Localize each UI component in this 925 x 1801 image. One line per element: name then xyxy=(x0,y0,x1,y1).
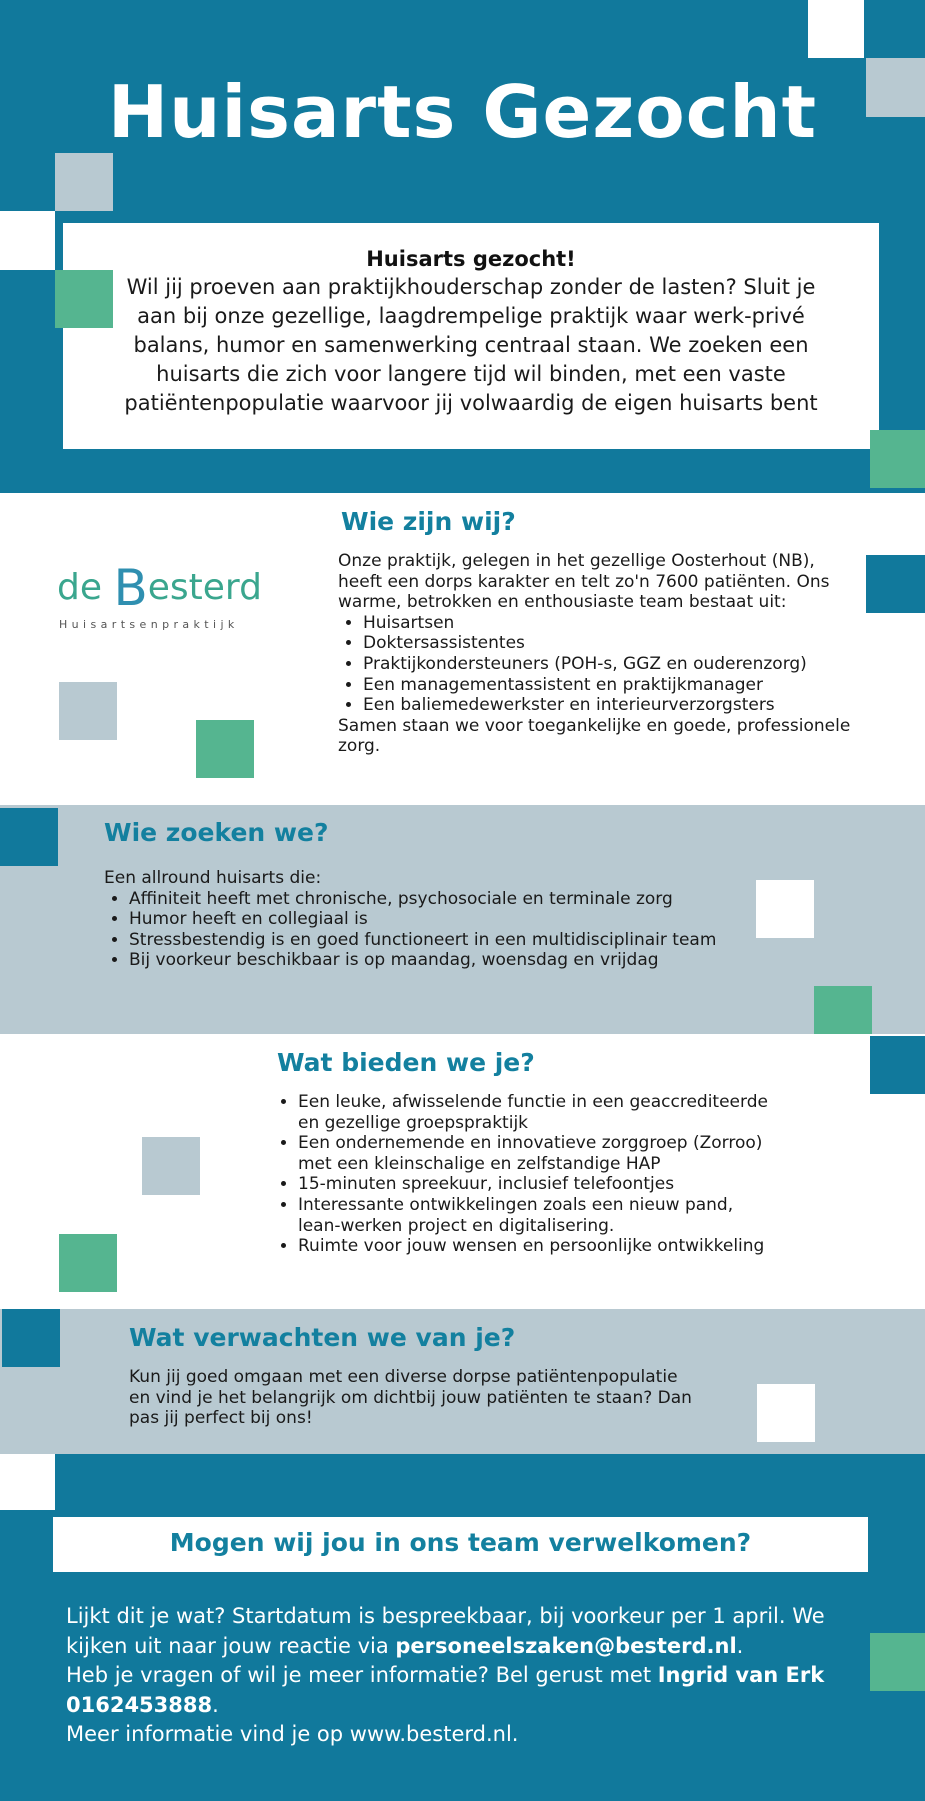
heading-wat-bieden-we: Wat bieden we je? xyxy=(277,1048,535,1077)
page-title: Huisarts Gezocht xyxy=(107,70,818,154)
list-item: • Een leuke, afwisselende functie in een geaccrediteerde en gezellige groepspraktijk xyxy=(298,1092,773,1133)
logo-wordmark: de Besterd xyxy=(57,559,262,617)
list-item: • Een ondernemende en innovatieve zorggroep (Zorroo) met een kleinschalige en zelfstandige HAP xyxy=(298,1133,773,1174)
decor-square-white xyxy=(808,0,864,58)
contact-name-phone: Ingrid van Erk 0162453888 xyxy=(66,1663,825,1717)
decor-square-white xyxy=(0,1454,55,1510)
decor-square-white xyxy=(0,211,55,270)
list-item: • Humor heeft en collegiaal is xyxy=(129,909,734,930)
decor-square-grey xyxy=(59,682,117,740)
intro-heading: Huisarts gezocht! xyxy=(366,247,576,271)
list-item: • Praktijkondersteuners (POH-s, GGZ en ouderenzorg) xyxy=(363,654,858,675)
heading-wie-zoeken-we: Wie zoeken we? xyxy=(104,818,329,847)
decor-square-blue xyxy=(870,1036,925,1094)
decor-square-green xyxy=(196,720,254,778)
intro-box xyxy=(63,223,879,449)
decor-square-white xyxy=(756,880,814,938)
wie-zijn-wij-text: Onze praktijk, gelegen in het gezellige Oosterhout (NB), heeft een dorps karakter en telt zo'n 7600 patiënten. Ons warme, betrokken en enthousiaste team bestaat uit: • Huisartsen • Doktersassistentes • Praktijkondersteuners (POH-s, GGZ en ouderenzorg) • Een managementassistent en praktijkmanager • Een baliemedewerkster en interieurverzorgsters Samen staan we voor toegankelijke en goede, professionele zorg. xyxy=(338,551,858,757)
decor-square-white xyxy=(757,1384,815,1442)
logo-subtitle: Huisartsenpraktijk xyxy=(59,618,239,631)
heading-wie-zijn-wij: Wie zijn wij? xyxy=(341,507,516,536)
wie-zoeken-we-text: Een allround huisarts die: • Affiniteit heeft met chronische, psychosociale en terminale zorg • Humor heeft en collegiaal is • Stressbestendig is en goed functioneert in een multidisciplinair team • Bij voorkeur beschikbaar is op maandag, woensdag en vrijdag xyxy=(104,868,734,971)
wat-bieden-we-text xyxy=(273,1092,773,1257)
list-item: • Interessante ontwikkelingen zoals een nieuw pand, lean-werken project en digitalisering. xyxy=(298,1195,773,1236)
list-item: • Stressbestendig is en goed functioneert in een multidisciplinair team xyxy=(129,930,734,951)
logo-heart-b-icon: B xyxy=(113,559,148,617)
email-link[interactable]: personeelszaken@besterd.nl xyxy=(395,1633,737,1658)
intro-text: Wil jij proeven aan praktijkhouderschap zonder de lasten? Sluit je aan bij onze gezellige, laagdrempelige praktijk waar werk-privé balans, humor en samenwerking centraal staan. We zoeken een huisarts die zich voor langere tijd wil binden, met een vaste patiëntenpopulatie waarvoor jij volwaardig de eigen huisarts bent xyxy=(124,275,818,415)
heading-wat-verwachten-we: Wat verwachten we van je? xyxy=(129,1323,516,1352)
decor-square-green xyxy=(55,270,113,328)
list-item: • 15-minuten spreekuur, inclusief telefoontjes xyxy=(298,1174,773,1195)
cta-box xyxy=(53,1517,868,1572)
besterd-logo xyxy=(57,553,267,633)
list-item: • Affiniteit heeft met chronische, psychosociale en terminale zorg xyxy=(129,889,734,910)
decor-square-grey xyxy=(142,1137,200,1195)
footer-text: Lijkt dit je wat? Startdatum is bespreekbaar, bij voorkeur per 1 april. We kijken uit naar jouw reactie via personeelszaken@besterd.nl. Heb je vragen of wil je meer informatie? Bel gerust met Ingrid van Erk 0162453888. Meer informatie vind je op www.besterd.nl. xyxy=(66,1604,825,1746)
wat-verwachten-we-text: Kun jij goed omgaan met een diverse dorpse patiëntenpopulatie en vind je het belangrijk om dichtbij jouw patiënten te staan? Dan pas jij perfect bij ons! xyxy=(129,1367,692,1429)
list-item: • Ruimte voor jouw wensen en persoonlijke ontwikkeling xyxy=(298,1236,773,1257)
list-item: • Doktersassistentes xyxy=(363,633,858,654)
website-line[interactable]: Meer informatie vind je op www.besterd.nl. xyxy=(66,1722,519,1746)
decor-square-blue xyxy=(2,1309,60,1367)
decor-square-green xyxy=(870,430,925,488)
cta-heading: Mogen wij jou in ons team verwelkomen? xyxy=(169,1528,752,1557)
decor-square-blue xyxy=(866,555,925,613)
decor-square-green xyxy=(59,1234,117,1292)
list-item: • Een baliemedewerkster en interieurverzorgsters xyxy=(363,695,858,716)
decor-square-blue xyxy=(0,808,58,866)
list-item: • Huisartsen xyxy=(363,613,858,634)
list-item: • Bij voorkeur beschikbaar is op maandag, woensdag en vrijdag xyxy=(129,950,734,971)
decor-square-grey xyxy=(55,153,113,211)
decor-square-green xyxy=(870,1633,925,1691)
list-item: • Een managementassistent en praktijkmanager xyxy=(363,675,858,696)
